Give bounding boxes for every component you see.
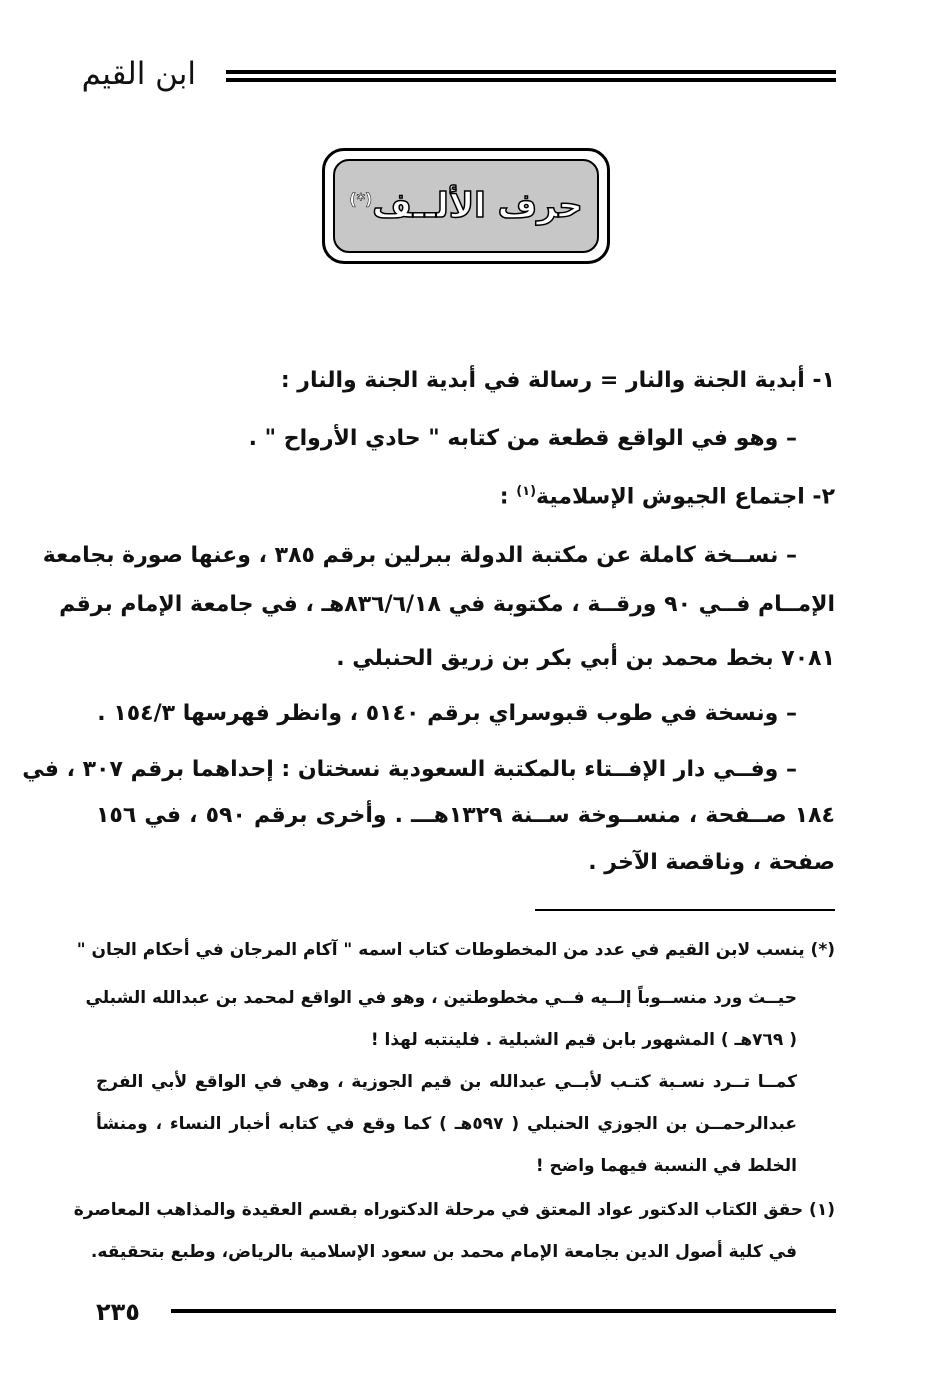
footer-rule <box>171 1309 836 1313</box>
paragraph-1-line-3: ٧٠٨١ بخط محمد بن أبي بكر بن زريق الحنبلي . <box>336 646 835 671</box>
chapter-title-text: حرف الألــف <box>372 186 583 226</box>
footnote-star-line-2: حيــث ورد منســوباً إلــيه فــي مخطوطتين ، وهو في الواقع لمحمد بن عبدالله الشبلي <box>85 988 797 1008</box>
paragraph-1-line-2: الإمــام فــي ٩٠ ورقــة ، مكتوبة في ٨٣٦/٦/١٨هـ ، في جامعة الإمام برقم <box>59 592 835 617</box>
chapter-title-box <box>322 148 610 264</box>
entry-2-heading <box>500 484 835 509</box>
running-title: ابن القيم <box>81 56 196 92</box>
page-footer <box>96 1298 836 1328</box>
entry-1-heading: ١- أبدية الجنة والنار = رسالة في أبدية الجنة والنار : <box>280 368 835 393</box>
entry-2-colon: : <box>499 484 517 510</box>
footnote-1-line-2: في كلية أصول الدين بجامعة الإمام محمد بن سعود الإسلامية بالرياض، وطبع بتحقيقه. <box>90 1242 797 1262</box>
chapter-footnote-marker: (*) <box>349 189 373 209</box>
paragraph-3-line-2: ١٨٤ صــفحة ، منســوخة ســنة ١٣٢٩هـــ . وأخرى برقم ٥٩٠ ، في ١٥٦ <box>96 803 835 828</box>
header-double-rule <box>226 70 836 82</box>
entry-2-heading-text: ٢- اجتماع الجيوش الإسلامية <box>536 484 835 510</box>
footnote-star-line-4: كمــا تــرد نسـبة كتـب لأبــي عبدالله بن قيم الجوزية ، وهي في الواقع لأبي الفرج <box>96 1072 797 1092</box>
entry-2-footnote-ref: (١) <box>516 484 537 499</box>
running-header <box>81 50 836 100</box>
footnote-star-line-1: (*) ينسب لابن القيم في عدد من المخطوطات كتاب اسمه " آكام المرجان في أحكام الجان " <box>76 940 835 960</box>
paragraph-3-line-1: – وفــي دار الإفــتاء بالمكتبة السعودية نسختان : إحداهما برقم ٣٠٧ ، في <box>22 757 797 782</box>
footnote-separator <box>535 909 835 911</box>
chapter-title-inner <box>333 159 599 253</box>
entry-1-note: – وهو في الواقع قطعة من كتابه " حادي الأرواح " . <box>248 426 797 451</box>
chapter-title <box>349 186 582 226</box>
footnote-star-line-3: ( ٧٦٩هـ ) المشهور بابن قيم الشبلية . فلينتبه لهذا ! <box>370 1030 797 1050</box>
page-number: ٢٣٥ <box>96 1298 140 1326</box>
footnote-1-line-1: (١) حقق الكتاب الدكتور عواد المعتق في مرحلة الدكتوراه بقسم العقيدة والمذاهب المعاصرة <box>73 1200 835 1220</box>
footnote-star-line-5: عبدالرحمــن بن الجوزي الحنبلي ( ٥٩٧هـ ) كما وقع في كتابه أخبار النساء ، ومنشأ <box>96 1114 797 1134</box>
paragraph-2: – ونسخة في طوب قبوسراي برقم ٥١٤٠ ، وانظر فهرسها ١٥٤/٣ . <box>97 701 797 726</box>
footnote-star-line-6: الخلط في النسبة فيهما واضح ! <box>535 1156 797 1176</box>
paragraph-1-line-1: – نســخة كاملة عن مكتبة الدولة ببرلين برقم ٣٨٥ ، وعنها صورة بجامعة <box>42 543 797 568</box>
paragraph-3-line-3: صفحة ، وناقصة الآخر . <box>588 850 835 875</box>
